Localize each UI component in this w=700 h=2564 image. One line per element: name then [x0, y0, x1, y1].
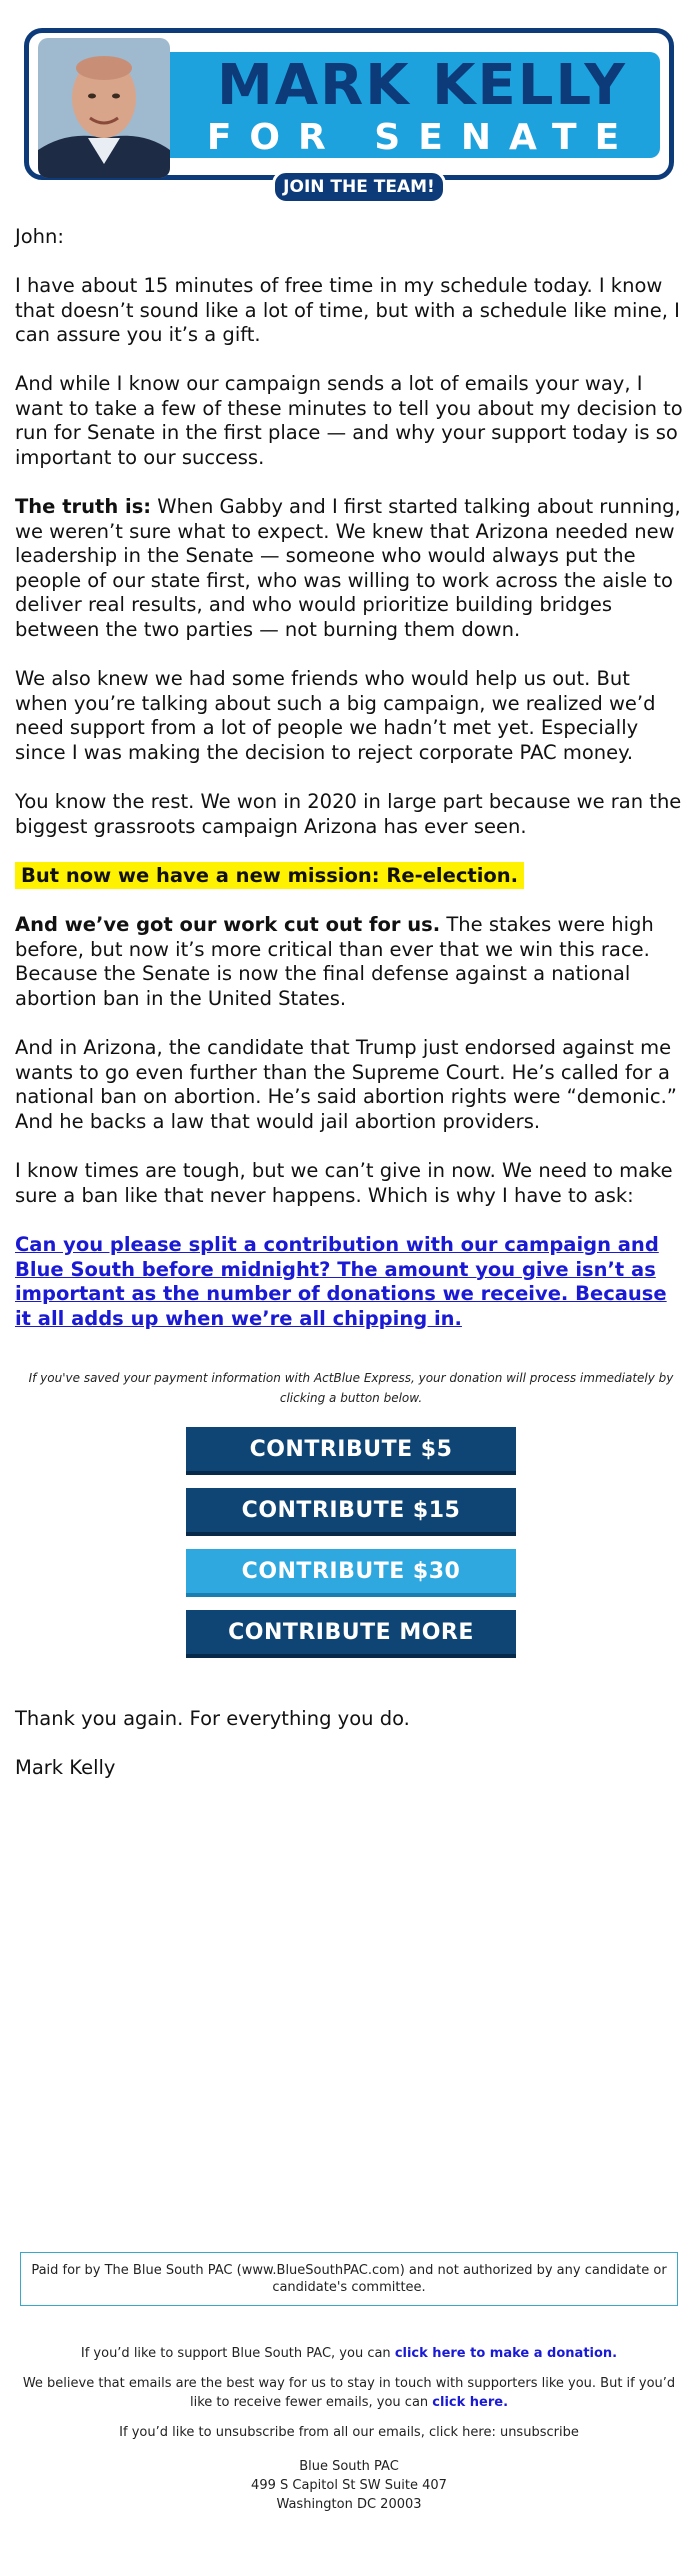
paragraph-text: The stakes were high before, but now it’s more critical than ever that we win this race. Because the Senate is now the final defense against a national abortion ban in the United States. — [15, 913, 654, 1010]
contribute-5-button[interactable]: CONTRIBUTE $5 — [186, 1427, 516, 1475]
header-banner[interactable] — [20, 26, 680, 197]
paragraph — [15, 495, 687, 642]
paragraph: We also knew we had some friends who would help us out. But when you’re talking about such a big campaign, we realized we’d need support from a lot of people we hadn’t met yet. Especially since I was making the decision to reject corporate PAC money. — [15, 667, 656, 764]
org-address-line1: 499 S Capitol St SW Suite 407 — [251, 2478, 447, 2493]
paragraph: And while I know our campaign sends a lot of emails your way, I want to take a few of these minutes to tell you about my decision to run for Senate in the first place — and why your support today is so important to our success. — [15, 372, 683, 469]
contribute-15-button[interactable]: CONTRIBUTE $15 — [186, 1488, 516, 1536]
paragraph: You know the rest. We won in 2020 in large part because we ran the biggest grassroots campaign Arizona has ever seen. — [15, 790, 682, 838]
org-address-line2: Washington DC 20003 — [276, 2497, 422, 2512]
fewer-emails-line — [20, 2374, 678, 2412]
org-name: Blue South PAC — [299, 2459, 399, 2474]
closing-line: Thank you again. For everything you do. — [15, 1707, 410, 1730]
make-donation-link[interactable]: click here to make a donation. — [394, 2346, 618, 2361]
paragraph: I know times are tough, but we can’t give in now. We need to make sure a ban like that never happens. Which is why I have to ask: — [15, 1159, 673, 1207]
donation-ask — [15, 1233, 687, 1331]
fewer-emails-link[interactable]: click here. — [432, 2395, 509, 2410]
paragraph: And in Arizona, the candidate that Trump just endorsed against me wants to go even further than the Supreme Court. He’s called for a national ban on abortion. He’s said abortion rights were “demonic.” And he backs a law that would jail abortion providers. — [15, 1036, 677, 1133]
emphasis-text: The truth is: — [15, 495, 152, 518]
paragraph-text: When Gabby and I first started talking about running, we weren’t sure what to expect. We knew that Arizona needed new leadership in the Senate — someone who would always put the people of our state first, who was willing to work across the aisle to deliver real results, and who would prioritize building bridges between the two parties — not burning them down. — [15, 495, 681, 641]
support-line — [20, 2344, 678, 2363]
signature: Mark Kelly — [15, 1756, 116, 1779]
contribute-more-button[interactable]: CONTRIBUTE MORE — [186, 1610, 516, 1658]
paragraph: I have about 15 minutes of free time in my schedule today. I know that doesn’t sound like a lot of time, but with a schedule like mine, I can assure you it’s a gift. — [15, 274, 680, 346]
actblue-express-note: If you've saved your payment information with ActBlue Express, your donation will process immediately by clicking a button below. — [28, 1371, 674, 1405]
paragraph — [15, 913, 687, 1011]
contribute-30-button[interactable]: CONTRIBUTE $30 — [186, 1549, 516, 1597]
highlight-callout — [15, 864, 687, 889]
emphasis-text: And we’ve got our work cut out for us. — [15, 913, 441, 936]
join-the-team-button[interactable]: JOIN THE TEAM! — [272, 170, 446, 204]
banner-subtitle: FOR SENATE — [206, 117, 638, 158]
paid-for-disclaimer: Paid for by The Blue South PAC (www.BlueSouthPAC.com) and not authorized by any candidate or candidate's committee. — [20, 2252, 678, 2306]
donation-ask-link[interactable]: Can you please split a contribution with our campaign and Blue South before midnight? The amount you give isn’t as important as the number of donations we receive. Because it all adds up when we’re all chipping in. — [15, 1233, 667, 1330]
fewer-emails-text: We believe that emails are the best way for us to stay in touch with supporters like you. But if you’d like to receive fewer emails, you can — [22, 2376, 676, 2410]
banner-name: MARK KELLY — [217, 53, 627, 118]
highlight-text: But now we have a new mission: Re-election. — [15, 862, 524, 889]
candidate-photo — [38, 38, 170, 178]
salutation: John: — [15, 225, 64, 248]
unsubscribe-line[interactable]: If you’d like to unsubscribe from all our emails, click here: unsubscribe — [119, 2425, 579, 2440]
support-text: If you’d like to support Blue South PAC, you can — [80, 2346, 395, 2361]
